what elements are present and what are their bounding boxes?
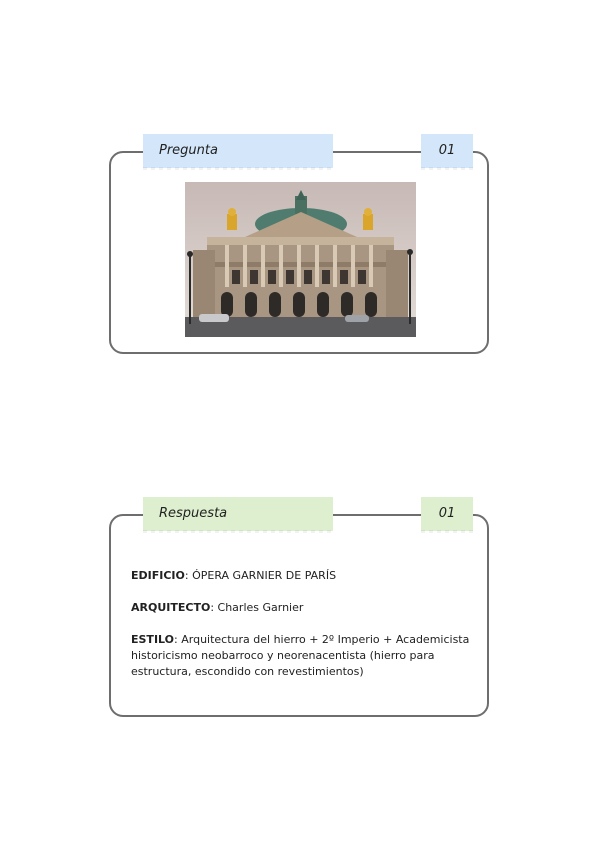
- question-title: Pregunta: [143, 134, 333, 168]
- question-number: 01: [421, 134, 473, 168]
- field-separator: :: [184, 569, 189, 582]
- field-label: EDIFICIO: [131, 569, 185, 582]
- answer-number: 01: [421, 497, 473, 531]
- answer-title: Respuesta: [143, 497, 333, 531]
- opera-garnier-photo: [185, 182, 416, 337]
- field-label: ARQUITECTO: [131, 601, 211, 614]
- question-card: [109, 143, 489, 354]
- field-value: ÓPERA GARNIER DE PARÍS: [188, 569, 337, 582]
- answer-card: [109, 506, 489, 717]
- field-architect: [131, 600, 476, 616]
- opera-garnier-image: [185, 182, 416, 337]
- field-building: [131, 568, 476, 584]
- field-value: Arquitectura del hierro + 2º Imperio + Academicista historicismo neobarroco y neorenacentista (hierro para estructura, escondido con revestimientos): [131, 633, 470, 678]
- field-label: ESTILO: [131, 633, 175, 646]
- answer-body: [131, 568, 476, 696]
- field-separator: :: [210, 601, 215, 614]
- field-separator: :: [174, 633, 178, 646]
- field-style: [131, 632, 476, 680]
- field-value: Charles Garnier: [214, 601, 304, 614]
